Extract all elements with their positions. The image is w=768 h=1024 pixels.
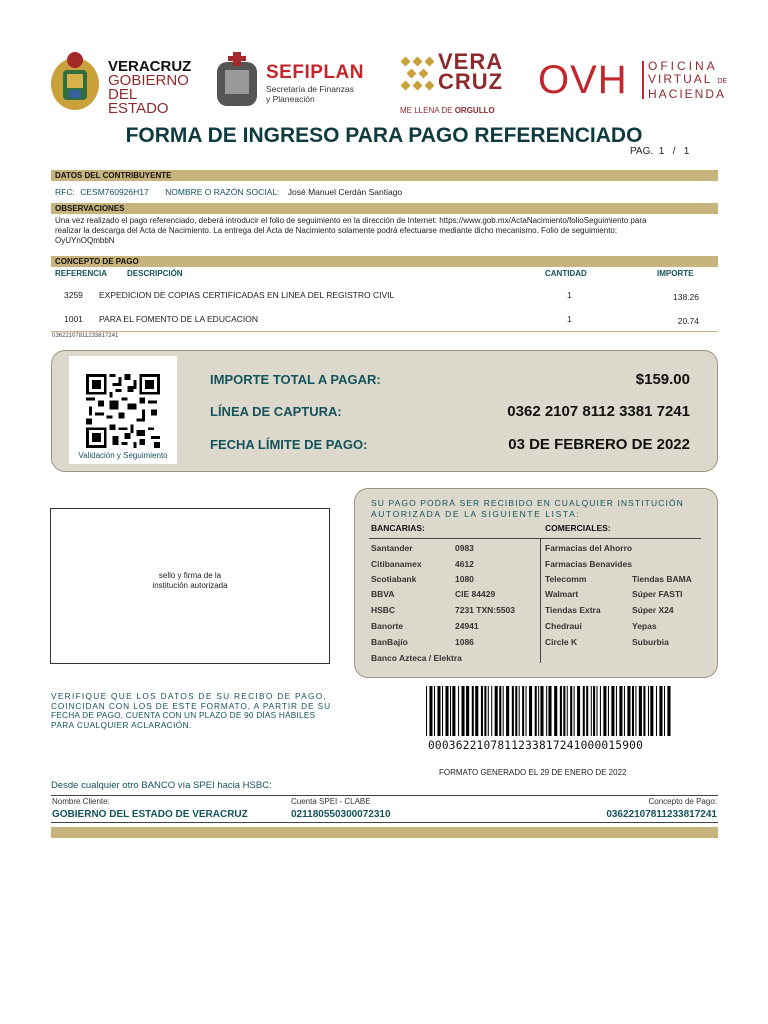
verifique-text (51, 692, 331, 730)
row-ref: 1001 (64, 314, 83, 324)
row-cant: 1 (567, 314, 572, 324)
bank-code: 0983 (455, 543, 474, 553)
comercial-a: Farmacias del Ahorro (545, 543, 633, 553)
bank-code: 1080 (455, 574, 474, 584)
observaciones-line3: OyUYnOQmbbN (55, 236, 115, 245)
sello-line1: sello y firma de la (158, 571, 222, 580)
observaciones-line1: Una vez realizado el pago referenciado, deberá introducir el folio de seguimiento en la dirección de Internet: https://www.gob.mx/ActaNacimiento/folioSeguimiento para (55, 216, 647, 225)
sefiplan-name: SEFIPLAN (266, 62, 364, 83)
nombre-value: José Manuel Cerdán Santiago (287, 187, 403, 197)
tagline-b: ORGULLO (454, 106, 495, 115)
qr-caption: Validación y Seguimiento (78, 451, 168, 460)
col-cantidad: CANTIDAD (545, 269, 587, 278)
bank-hsbc (371, 605, 395, 615)
observaciones-text (55, 216, 720, 246)
row-ref: 3259 (64, 290, 83, 300)
concepto-pago-label: Concepto de Pago: (648, 797, 717, 806)
observaciones-header-bar (51, 203, 718, 214)
fecha-label: FECHA LÍMITE DE PAGO: (210, 437, 368, 452)
bank-name: Citibanamex (371, 559, 422, 569)
verifique-line3: FECHA DE PAGO, CUENTA CON UN PLAZO DE 90 DÍAS HÁBILES (51, 710, 316, 720)
veracruz-shield-icon (48, 50, 102, 112)
bank-bbva (371, 589, 394, 599)
page-label: PAG. (630, 146, 654, 157)
barcode-number: 0003622107811233817241000015900 (428, 739, 643, 752)
comercial-a: Circle K (545, 637, 578, 647)
col-referencia: REFERENCIA (55, 269, 108, 278)
bank-code: 24941 (455, 621, 479, 631)
observaciones-line2: realizar la descarga del Acta de Nacimiento. La entrega del Acta de Nacimiento solamente podrá efectuarse mediante dicho mecanismo. Folio de seguimiento: (55, 226, 618, 235)
page-sep: / (672, 146, 676, 157)
concepto-col-headers (51, 268, 718, 280)
tagline-a: ME LLENA DE (400, 106, 455, 115)
vera-text: VERA (438, 49, 504, 74)
nombre-label: NOMBRE O RAZÓN SOCIAL: (165, 187, 280, 197)
concepto-header-bar (51, 256, 718, 267)
fecha-value: 03 DE FEBRERO DE 2022 (508, 436, 690, 453)
comercial-a: Telecomm (545, 574, 587, 584)
linea-value: 0362 2107 8112 3381 7241 (507, 403, 690, 420)
clabe-label: Cuenta SPEI - CLABE (291, 797, 371, 806)
bank-banbajio (371, 637, 408, 647)
bank-scotiabank (371, 574, 416, 584)
sefiplan-shield-icon (214, 52, 260, 108)
ovh-mark: OVH (538, 58, 628, 102)
col-descripcion: DESCRIPCIÓN (127, 269, 183, 278)
bank-name: Santander (371, 543, 413, 553)
comercial-b: Tiendas BAMA (632, 574, 692, 584)
qr-container (69, 356, 177, 464)
sefiplan-logo (214, 52, 374, 110)
page-indicator (630, 146, 689, 157)
observaciones-header: OBSERVACIONES (55, 204, 125, 213)
spei-top-line (51, 795, 718, 796)
comercial-b: Yepas (632, 621, 657, 631)
table-row (51, 290, 718, 314)
veracruz-brand-logo (400, 50, 510, 118)
verifique-line1: VERIFIQUE QUE LOS DATOS DE SU RECIBO DE PAGO, (51, 691, 328, 701)
row-desc: PARA EL FOMENTO DE LA EDUCACION (99, 314, 259, 324)
contribuyente-header-bar (51, 170, 718, 181)
bank-code: 4612 (455, 559, 474, 569)
comercial-b: Suburbia (632, 637, 669, 647)
comerciales-label: COMERCIALES: (545, 523, 611, 533)
contribuyente-row (55, 187, 402, 197)
spei-bottom-line (51, 822, 718, 823)
cliente-label: Nombre Cliente: (52, 797, 110, 806)
row-cant: 1 (567, 290, 572, 300)
concepto-header: CONCEPTO DE PAGO (55, 257, 139, 266)
bank-name: Banorte (371, 621, 404, 631)
veracruz-logo (48, 50, 192, 117)
veracruz-line1: VERACRUZ (108, 58, 192, 75)
instituciones-divider (540, 539, 541, 663)
row-imp: 138.26 (673, 292, 699, 302)
bancarias-label: BANCARIAS: (371, 523, 425, 533)
page-current: 1 (658, 146, 665, 157)
comercial-a: Chedraui (545, 621, 582, 631)
importe-value: $159.00 (635, 371, 690, 388)
footer-bar (51, 827, 718, 838)
ovh-line3: HACIENDA (648, 87, 727, 101)
rfc-value: CESM760926H17 (80, 187, 149, 197)
sefiplan-sub2: y Planeación (266, 94, 315, 104)
page-total: 1 (683, 146, 690, 157)
instituciones-intro1: SU PAGO PODRÁ SER RECIBIDO EN CUALQUIER INSTITUCIÓN (371, 498, 684, 508)
comercial-b: Súper FASTI (632, 589, 683, 599)
cruz-text: CRUZ (438, 69, 504, 94)
bank-name: Scotiabank (371, 574, 417, 584)
ovh-logo (538, 58, 728, 108)
verifique-line4: PARA CUALQUIER ACLARACIÓN. (51, 719, 192, 730)
sello-box (50, 508, 330, 664)
bank-code: CIE 84429 (455, 589, 496, 599)
concepto-rows (51, 290, 718, 334)
comercial-a: Farmacias Benavides (545, 559, 632, 569)
row-imp: 20.74 (677, 316, 699, 326)
importe-label: IMPORTE TOTAL A PAGAR: (210, 372, 381, 387)
verifique-line2: COINCIDAN CON LOS DE ESTE FORMATO, A PARTIR DE SU (51, 700, 331, 711)
comercial-a: Walmart (545, 589, 579, 599)
sefiplan-sub1: Secretaría de Finanzas (266, 84, 354, 94)
qr-code-icon (86, 374, 160, 448)
bank-name: HSBC (371, 605, 396, 615)
formato-generado: FORMATO GENERADO EL 29 DE ENERO DE 2022 (439, 768, 627, 777)
bank-name: Banco Azteca / Elektra (371, 653, 462, 663)
barcode-icon (426, 686, 672, 736)
reference-small: 03622107811233817241 (52, 333, 119, 339)
veracruz-line3: DEL ESTADO (108, 86, 169, 117)
bank-name: BanBajío (371, 637, 408, 647)
bank-azteca (371, 653, 462, 663)
bank-santander (371, 543, 413, 553)
clabe-value: 021180550300072310 (291, 809, 391, 820)
bank-citibanamex (371, 559, 422, 569)
ovh-line1: OFICINA (648, 59, 718, 73)
bank-code: 1086 (455, 637, 474, 647)
sello-line2: institución autorizada (152, 581, 228, 590)
row-desc: EXPEDICION DE COPIAS CERTIFICADAS EN LINEA DEL REGISTRO CIVIL (99, 290, 395, 300)
veracruz-line2: GOBIERNO (108, 72, 189, 89)
instituciones-box (354, 488, 718, 678)
bank-code: 7231 TXN:5503 (455, 605, 516, 615)
spei-intro: Desde cualquier otro BANCO vía SPEI hacia HSBC: (51, 780, 272, 791)
bank-banorte (371, 621, 403, 631)
instituciones-intro2: AUTORIZADA DE LA SIGUIENTE LISTA: (371, 509, 581, 519)
totals-box (51, 350, 718, 472)
pattern-icon (400, 56, 434, 94)
cliente-value: GOBIERNO DEL ESTADO DE VERACRUZ (52, 809, 248, 820)
bank-name: BBVA (371, 589, 395, 599)
instituciones-header-line (369, 538, 701, 539)
linea-label: LÍNEA DE CAPTURA: (210, 404, 342, 419)
ovh-line2: VIRTUAL (648, 72, 713, 86)
comercial-b: Súper X24 (632, 605, 674, 615)
concepto-pago-value: 03622107811233817241 (606, 809, 717, 820)
contribuyente-header: DATOS DEL CONTRIBUYENTE (55, 171, 172, 180)
ovh-line2b: DE (717, 78, 728, 85)
page-title: FORMA DE INGRESO PARA PAGO REFERENCIADO (125, 124, 643, 147)
comercial-a: Tiendas Extra (545, 605, 601, 615)
rfc-label: RFC: (55, 187, 75, 197)
concepto-bottom-line (51, 331, 718, 332)
col-importe: IMPORTE (657, 269, 694, 278)
